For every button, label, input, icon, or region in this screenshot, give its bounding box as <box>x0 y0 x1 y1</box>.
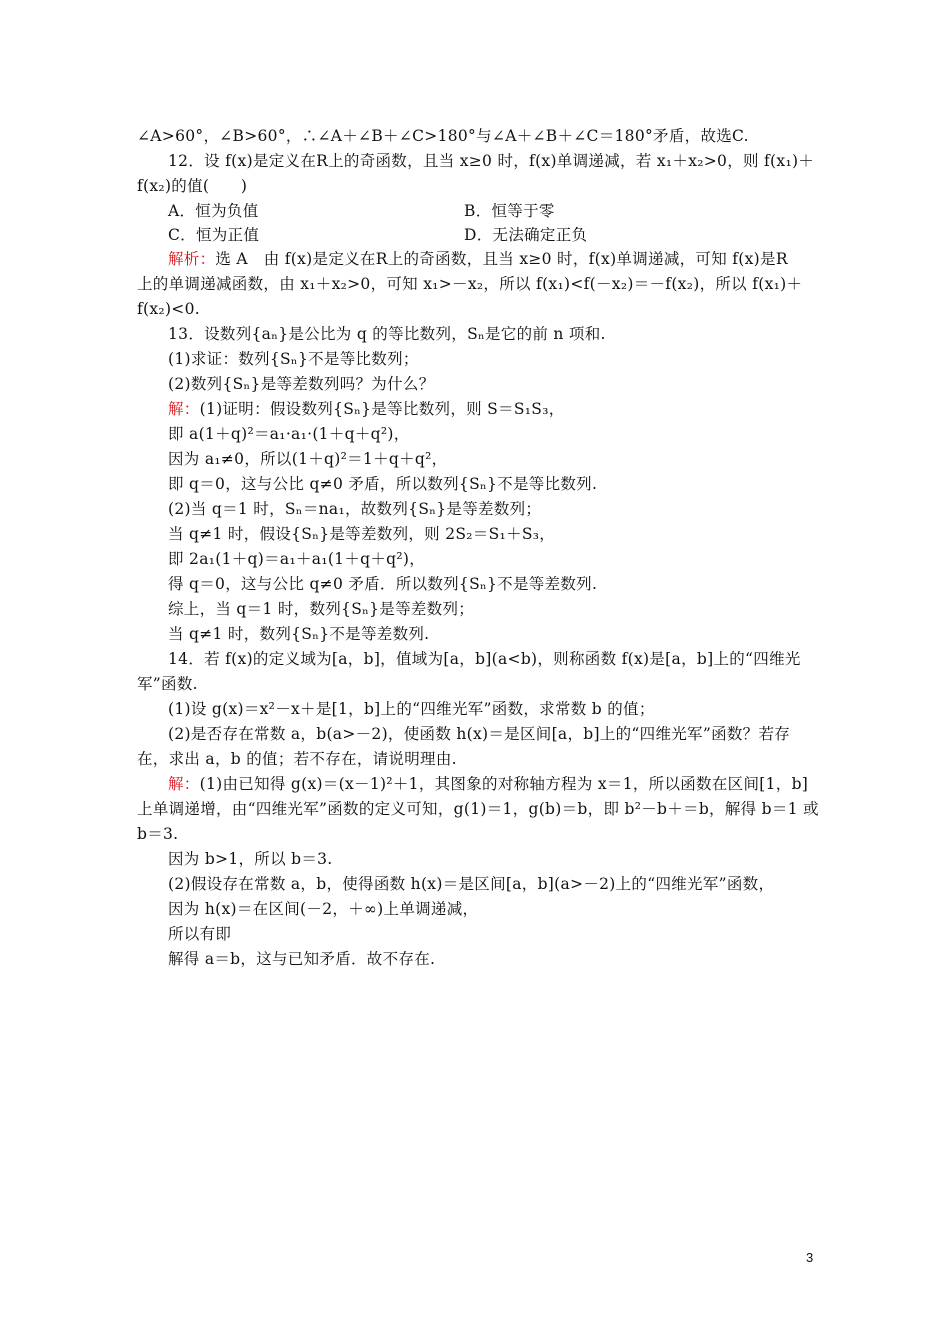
text-line: 所以有即 <box>168 925 232 943</box>
text-line: 因为 a₁≠0，所以(1＋q)²＝1＋q＋q²， <box>168 450 448 468</box>
text-line: 即 q＝0，这与公比 q≠0 矛盾，所以数列{Sₙ}不是等比数列. <box>168 475 598 493</box>
option-b: B．恒等于零 <box>464 202 555 220</box>
text-line: 当 q≠1 时，数列{Sₙ}不是等差数列. <box>168 625 430 643</box>
question-13-stem: 13．设数列{aₙ}是公比为 q 的等比数列，Sₙ是它的前 n 项和. <box>168 325 606 343</box>
text-line: 即 2a₁(1＋q)＝a₁＋a₁(1＋q＋q²)， <box>168 550 426 568</box>
text-line: f(x₂)<0. <box>137 300 200 318</box>
solution-line: 解：(1)由已知得 g(x)＝(x－1)²＋1，其图象的对称轴方程为 x＝1，所以函数在区间[1，b] <box>168 775 809 793</box>
text-line: f(x₂)的值( ) <box>137 177 248 195</box>
analysis-line: 解析：选 A 由 f(x)是定义在R上的奇函数，且当 x≥0 时，f(x)单调递减，可知 f(x)是R <box>168 250 788 268</box>
text-line: 综上，当 q＝1 时，数列{Sₙ}是等差数列； <box>168 600 475 618</box>
text-line: 上单调递增，由“四维光军”函数的定义可知，g(1)＝1，g(b)＝b，即 b²－b＋＝b，解得 b＝1 或 <box>137 800 819 818</box>
question-14-stem: 14．若 f(x)的定义域为[a，b]，值域为[a，b](a<b)，则称函数 f(x)是[a，b]上的“四维光 <box>168 650 801 668</box>
text-line: 得 q＝0，这与公比 q≠0 矛盾．所以数列{Sₙ}不是等差数列. <box>168 575 598 593</box>
text-line: (2)假设存在常数 a，b，使得函数 h(x)＝是区间[a，b](a>－2)上的“四维光军”函数， <box>168 875 775 893</box>
text-line: 因为 b>1，所以 b＝3. <box>168 850 333 868</box>
solution-label: 解： <box>168 775 200 793</box>
text-line: (1)设 g(x)＝x²－x＋是[1，b]上的“四维光军”函数，求常数 b 的值； <box>168 700 655 718</box>
text-line: ∠A>60°，∠B>60°，∴∠A＋∠B＋∠C>180°与∠A＋∠B＋∠C＝180°矛盾，故选C. <box>137 127 749 145</box>
text-line: b＝3. <box>137 825 179 843</box>
option-a: A．恒为负值 <box>168 202 259 220</box>
text-line: (2)当 q＝1 时，Sₙ＝na₁，故数列{Sₙ}是等差数列； <box>168 500 542 518</box>
text-line: 因为 h(x)＝在区间(－2，＋∞)上单调递减， <box>168 900 479 918</box>
text-line: 在，求出 a，b 的值；若不存在，请说明理由. <box>137 750 457 768</box>
page-number: 3 <box>806 1250 814 1265</box>
option-c: C．恒为正值 <box>168 226 260 244</box>
solution-line: 解：(1)证明：假设数列{Sₙ}是等比数列，则 S＝S₁S₃， <box>168 400 565 418</box>
option-d: D．无法确定正负 <box>464 226 588 244</box>
question-12-stem: 12．设 f(x)是定义在R上的奇函数，且当 x≥0 时，f(x)单调递减，若 x₁＋x₂>0，则 f(x₁)＋ <box>168 152 815 170</box>
text-line: (2)数列{Sₙ}是等差数列吗？为什么？ <box>168 375 435 393</box>
analysis-label: 解析： <box>168 250 216 268</box>
text-line: 当 q≠1 时，假设{Sₙ}是等差数列，则 2S₂＝S₁＋S₃， <box>168 525 556 543</box>
text-line: (2)是否存在常数 a，b(a>－2)，使函数 h(x)＝是区间[a，b]上的“四维光军”函数？若存 <box>168 725 791 743</box>
text-line: 即 a(1＋q)²＝a₁·a₁·(1＋q＋q²)， <box>168 425 410 443</box>
text-line: (1)求证：数列{Sₙ}不是等比数列； <box>168 350 419 368</box>
text-line: 上的单调递减函数，由 x₁＋x₂>0，可知 x₁>－x₂，所以 f(x₁)<f(－x₂)＝－f(x₂)，所以 f(x₁)＋ <box>137 275 803 293</box>
text-line: 解得 a＝b，这与已知矛盾．故不存在. <box>168 950 436 968</box>
text-line: 军”函数. <box>137 675 198 693</box>
solution-label: 解： <box>168 400 200 418</box>
